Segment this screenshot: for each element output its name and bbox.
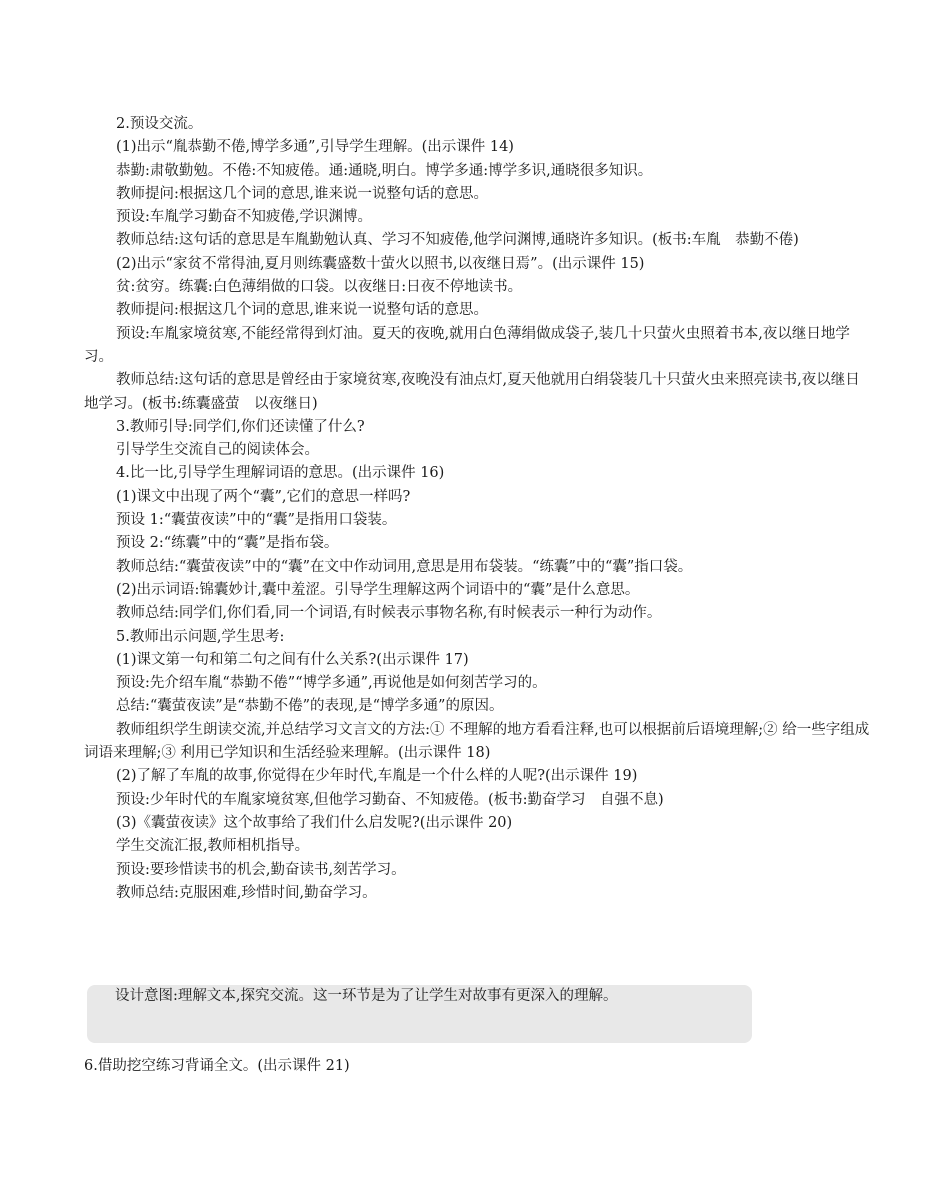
paragraph: 教师组织学生朗读交流,并总结学习文言文的方法:① 不理解的地方看看注释,也可以根据前后语境理解;② 给一些字组成词语来理解;③ 利用已学知识和生活经验来理解。(出示课件 18) xyxy=(84,721,870,762)
paragraph: (2)了解了车胤的故事,你觉得在少年时代,车胤是一个什么样的人呢?(出示课件 19) xyxy=(116,768,638,785)
paragraph: (2)出示词语:锦囊妙计,囊中羞涩。引导学生理解这两个词语中的“囊”是什么意思。 xyxy=(116,581,640,598)
paragraph: 5.教师出示问题,学生思考: xyxy=(116,628,285,645)
paragraph: 预设:少年时代的车胤家境贫寒,但他学习勤奋、不知疲倦。(板书:勤奋学习 自强不息) xyxy=(116,791,664,808)
paragraph: 预设 1:“囊萤夜读”中的“囊”是指用口袋装。 xyxy=(116,512,397,529)
paragraph: 教师总结:“囊萤夜读”中的“囊”在文中作动词用,意思是用布袋装。“练囊”中的“囊”指口袋。 xyxy=(116,558,693,575)
design-intent-box xyxy=(87,985,752,1043)
paragraph: 教师总结:这句话的意思是曾经由于家境贫寒,夜晚没有油点灯,夏天他就用白绢袋装几十只萤火虫来照亮读书,夜以继日地学习。(板书:练囊盛萤 以夜继日) xyxy=(84,372,860,412)
paragraph: 贫:贫穷。练囊:白色薄绢做的口袋。以夜继日:日夜不停地读书。 xyxy=(116,279,523,296)
paragraph: (1)课文第一句和第二句之间有什么关系?(出示课件 17) xyxy=(116,651,469,668)
paragraph: (3)《囊萤夜读》这个故事给了我们什么启发呢?(出示课件 20) xyxy=(116,814,513,831)
paragraph: 教师总结:克服困难,珍惜时间,勤奋学习。 xyxy=(116,884,377,901)
paragraph: 2.预设交流。 xyxy=(116,116,203,132)
paragraph: 教师提问:根据这几个词的意思,谁来说一说整句话的意思。 xyxy=(116,302,488,319)
paragraph: 教师总结:这句话的意思是车胤勤勉认真、学习不知疲倦,他学问渊博,通晓许多知识。(板书:车胤 恭勤不倦) xyxy=(116,232,799,249)
paragraph: 教师总结:同学们,你们看,同一个词语,有时候表示事物名称,有时候表示一种行为动作。 xyxy=(116,605,662,622)
paragraph: 预设 2:“练囊”中的“囊”是指布袋。 xyxy=(116,535,339,552)
paragraph: 预设:车胤家境贫寒,不能经常得到灯油。夏天的夜晚,就用白色薄绢做成袋子,装几十只萤火虫照着书本,夜以继日地学习。 xyxy=(84,325,850,365)
recitation-step: 6.借助挖空练习背诵全文。(出示课件 21) xyxy=(84,1058,350,1074)
paragraph: 教师提问:根据这几个词的意思,谁来说一说整句话的意思。 xyxy=(116,185,488,202)
paragraph: (2)出示“家贫不常得油,夏月则练囊盛数十萤火以照书,以夜继日焉”。(出示课件 15) xyxy=(116,255,645,272)
paragraph: 预设:要珍惜读书的机会,勤奋读书,刻苦学习。 xyxy=(116,861,406,878)
paragraph: 预设:车胤学习勤奋不知疲倦,学识渊博。 xyxy=(116,209,372,226)
paragraph: (1)出示“胤恭勤不倦,博学多通”,引导学生理解。(出示课件 14) xyxy=(116,139,514,156)
lesson-body xyxy=(84,113,870,905)
paragraph: 3.教师引导:同学们,你们还读懂了什么? xyxy=(116,418,365,435)
paragraph: 引导学生交流自己的阅读体会。 xyxy=(116,442,319,459)
paragraph: (1)课文中出现了两个“囊”,它们的意思一样吗? xyxy=(116,488,411,505)
design-intent-text: 设计意图:理解文本,探究交流。这一环节是为了让学生对故事有更深入的理解。 xyxy=(115,988,618,1004)
paragraph: 预设:先介绍车胤“恭勤不倦”“博学多通”,再说他是如何刻苦学习的。 xyxy=(116,675,547,692)
paragraph: 学生交流汇报,教师相机指导。 xyxy=(116,838,310,855)
paragraph: 4.比一比,引导学生理解词语的意思。(出示课件 16) xyxy=(116,465,445,482)
paragraph: 总结:“囊萤夜读”是“恭勤不倦”的表现,是“博学多通”的原因。 xyxy=(116,698,504,715)
paragraph: 恭勤:肃敬勤勉。不倦:不知疲倦。通:通晓,明白。博学多通:博学多识,通晓很多知识。 xyxy=(116,162,653,179)
